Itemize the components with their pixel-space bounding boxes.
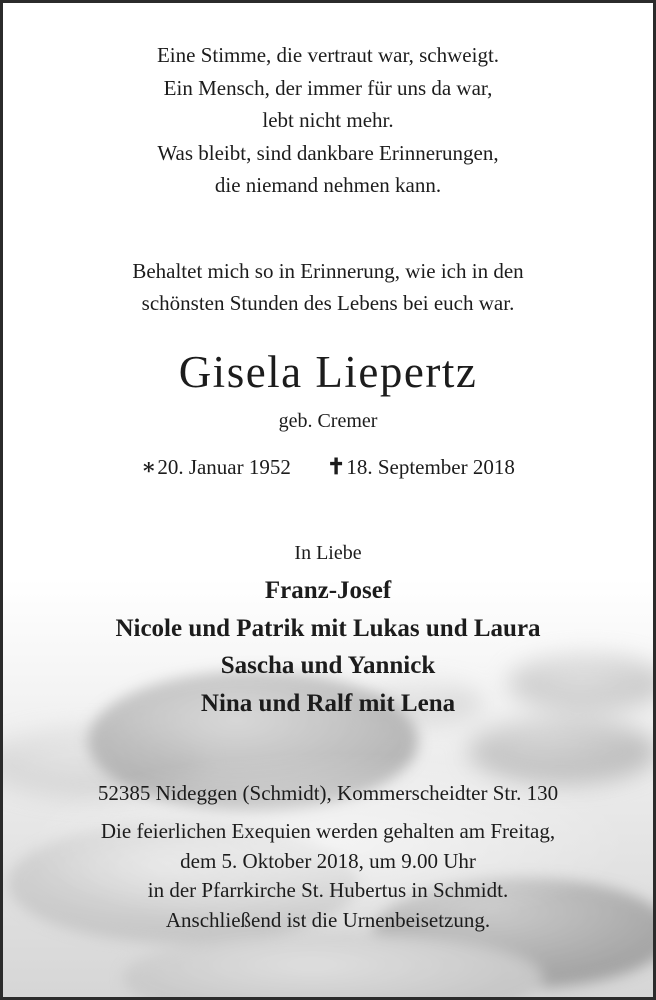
service-line: in der Pfarrkirche St. Hubertus in Schmidt.	[147, 878, 509, 902]
quote	[3, 255, 653, 319]
death-cross-icon: ✝	[326, 454, 346, 479]
service-line: Die feierlichen Exequien werden gehalten am Freitag,	[100, 819, 556, 843]
mourners-list	[3, 572, 653, 722]
poem-line: lebt nicht mehr.	[262, 108, 394, 132]
quote-line: Behaltet mich so in Erinnerung, wie ich in den	[132, 259, 524, 283]
life-dates	[3, 450, 653, 484]
service-info	[3, 817, 653, 935]
address: 52385 Nideggen (Schmidt), Kommerscheidter Str. 130	[97, 781, 559, 805]
service-line: Anschließend ist die Urnenbeisetzung.	[165, 907, 491, 932]
deceased-name: Gisela Liepertz	[178, 347, 478, 397]
quote-line: schönsten Stunden des Lebens bei euch war.	[141, 291, 515, 315]
service-line: dem 5. Oktober 2018, um 9.00 Uhr	[180, 848, 476, 873]
poem-line: die niemand nehmen kann.	[214, 173, 442, 197]
mourner-name: Sascha und Yannick	[220, 652, 436, 679]
poem-line: Ein Mensch, der immer für uns da war,	[163, 75, 493, 100]
death-date: 18. September 2018	[346, 455, 515, 479]
poem	[3, 39, 653, 202]
birth-date: 20. Januar 1952	[157, 455, 291, 479]
mourner-name: Nina und Ralf mit Lena	[200, 689, 456, 717]
mourner-name: Franz-Josef	[264, 577, 392, 604]
mourner-name: Nicole und Patrik mit Lukas und Laura	[115, 614, 541, 642]
birth-star-icon: ∗	[141, 454, 157, 479]
mourners-intro: In Liebe	[294, 542, 362, 564]
poem-line: Was bleibt, sind dankbare Erinnerungen,	[157, 140, 499, 165]
birth-name: geb. Cremer	[278, 410, 378, 432]
poem-line: Eine Stimme, die vertraut war, schweigt.	[156, 43, 500, 67]
